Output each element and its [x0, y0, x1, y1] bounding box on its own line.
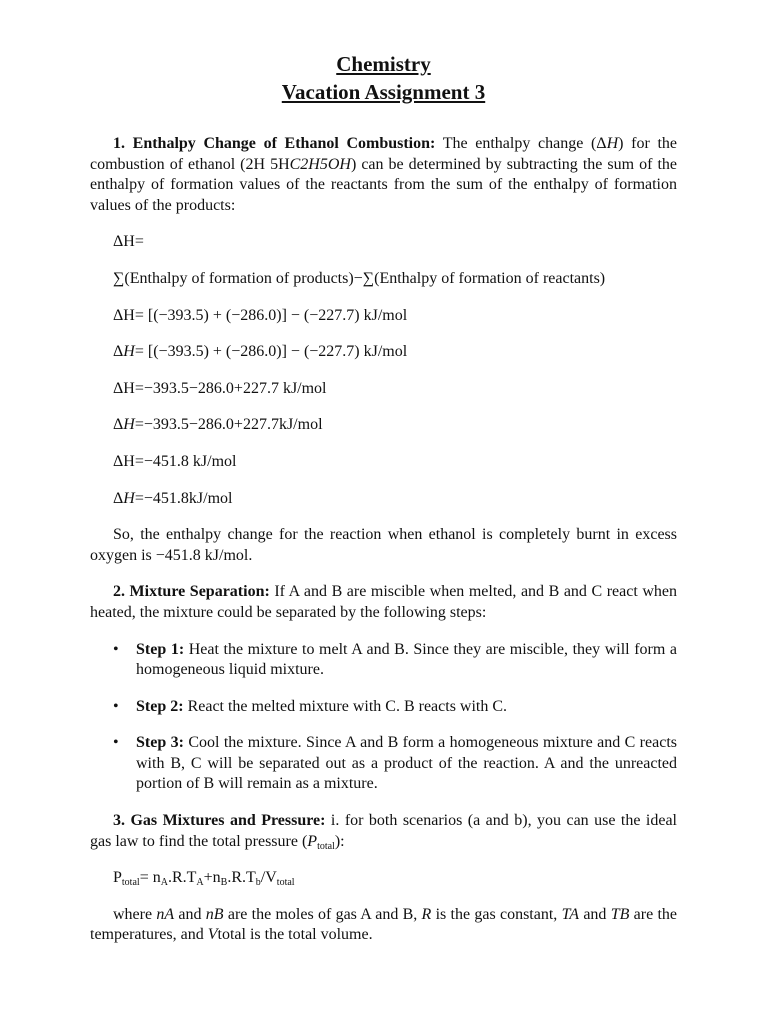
pressure-formula: $P_{total}= n_A.R.T_A+n_B.R.T_b/V_{total}$	[113, 869, 295, 889]
section3-intro: 3. Gas Mixtures and Pressure: i. for both scenarios (a and b), you can use the ideal gas law to find the total pressure $(P_{total})$:	[90, 812, 677, 852]
section2-intro: 2. Mixture Separation: If A and B are miscible when melted, and B and C react when heated, the mixture could be separated by the following steps:	[90, 583, 677, 621]
list-item: • Step 2: React the melted mixture with C. B reacts with C.	[90, 697, 677, 718]
bullet-icon: •	[113, 734, 119, 752]
section1-intro: 1. Enthalpy Change of Ethanol Combustion: The enthalpy change (ΔH) for the combustion of ethanol (2H 5HC2H5OH) can be determined by subtracting the sum of the enthalpy of formation values of the reactants from the sum of the enthalpy of formation values of the products:	[90, 135, 677, 214]
section2-heading: 2. Mixture Separation:	[113, 583, 270, 601]
bullet-icon: •	[113, 697, 119, 715]
step-list	[90, 640, 677, 796]
section3-heading: 3. Gas Mixtures and Pressure:	[113, 812, 326, 830]
document-page	[90, 50, 677, 946]
variable-definitions: where nA and nB are the moles of gas A and B, R is the gas constant, TA and TB are the temperatures, and Vtotal is the total volume.	[90, 905, 677, 944]
list-item: • Step 1: Heat the mixture to melt A and B. Since they are miscible, they will form a homogeneous liquid mixture.	[113, 640, 678, 679]
equation-line: ΔH= [(−393.5) + (−286.0)] − (−227.7) kJ/mol	[113, 343, 408, 361]
equation-line: ΔH=−451.8kJ/mol	[113, 489, 233, 507]
document-title	[90, 50, 677, 106]
title-assignment: Vacation Assignment 3	[281, 80, 486, 104]
section1-heading: 1. Enthalpy Change of Ethanol Combustion:	[113, 135, 436, 152]
title-subject: Chemistry	[336, 52, 431, 76]
equation-line: ΔH=−451.8 kJ/mol	[113, 452, 237, 470]
section1-conclusion: So, the enthalpy change for the reaction when ethanol is completely burnt in excess oxygen is −451.8 kJ/mol.	[90, 526, 677, 564]
equation-line: ΔH=−393.5−286.0+227.7 kJ/mol	[113, 379, 327, 397]
bullet-icon: •	[113, 640, 119, 658]
equation-line: ∑(Enthalpy of formation of products)−∑(Enthalpy of formation of reactants)	[113, 269, 606, 287]
equation-line: ΔH= [(−393.5) + (−286.0)] − (−227.7) kJ/mol	[113, 306, 408, 324]
equation-line: ΔH=−393.5−286.0+227.7kJ/mol	[113, 416, 323, 434]
equation-line: ΔH=	[113, 233, 144, 251]
list-item: • Step 3: Cool the mixture. Since A and B form a homogeneous mixture and C reacts with B, C will be separated out as a product of the reaction. A and the unreacted portion of B will remain as a mixture.	[113, 734, 677, 793]
